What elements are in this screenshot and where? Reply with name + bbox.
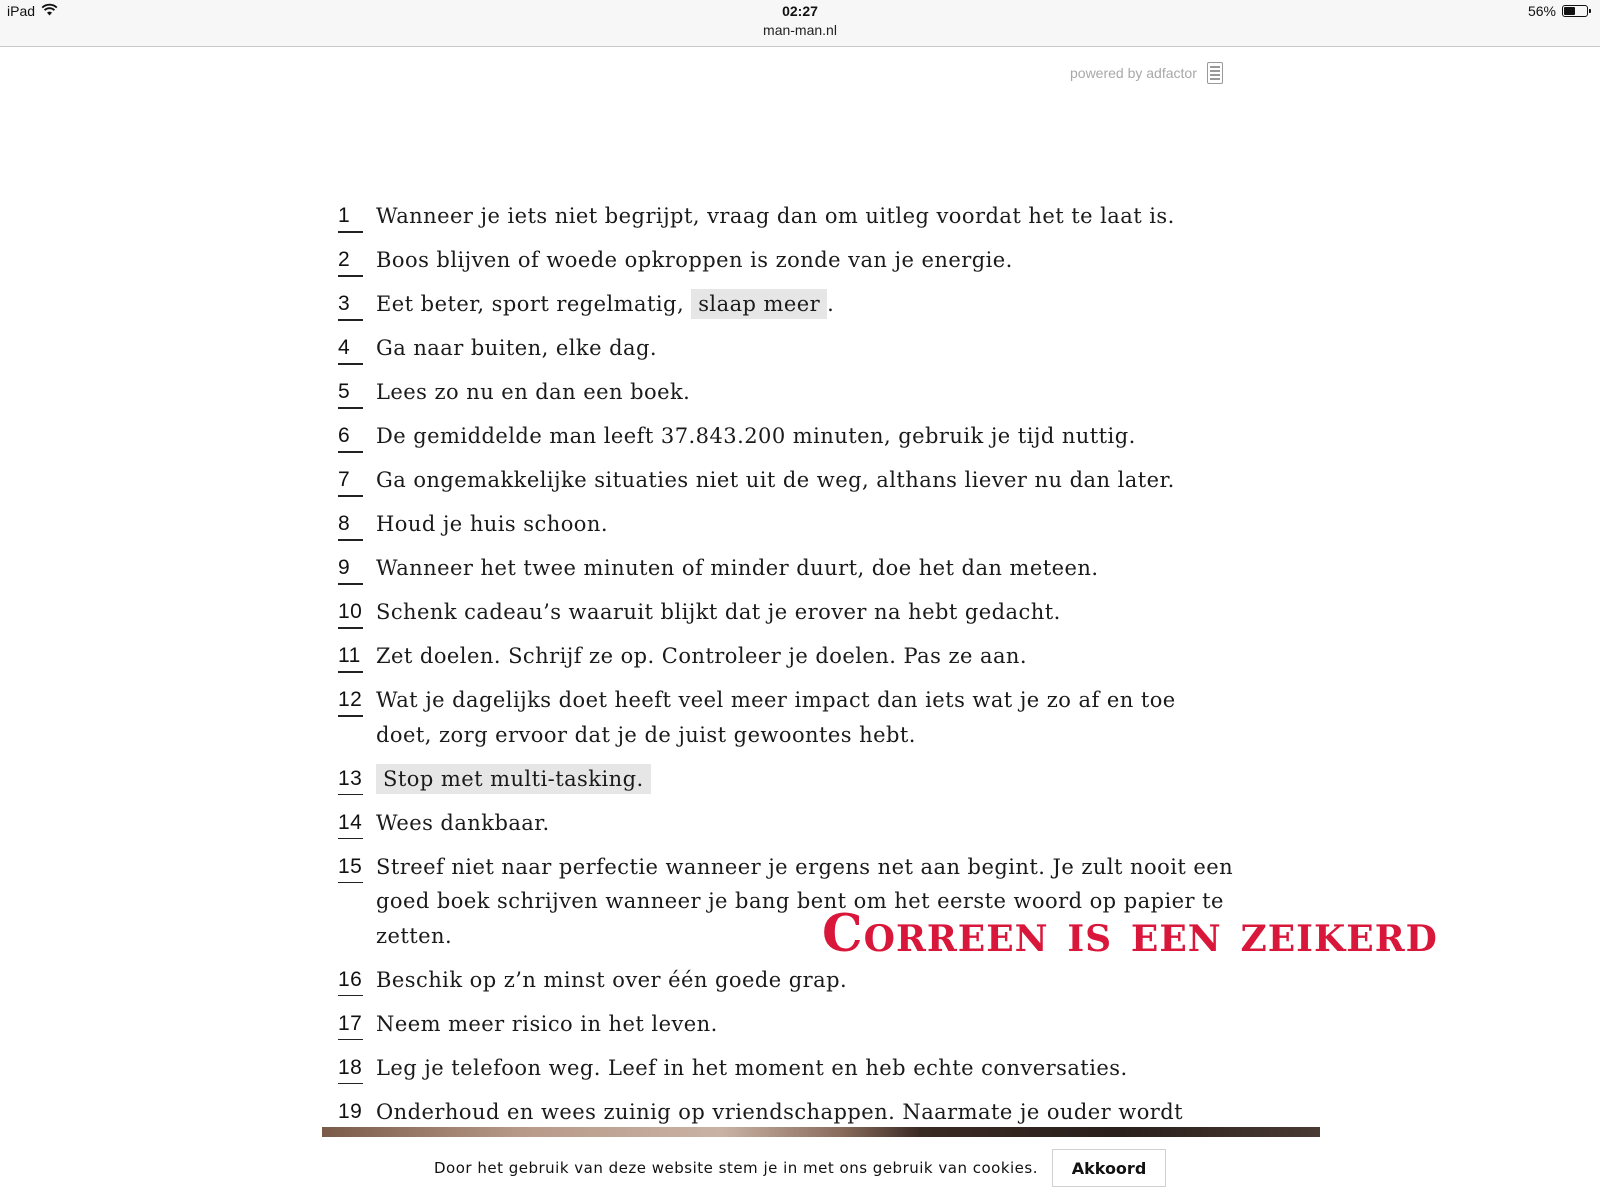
- document-icon[interactable]: [1207, 62, 1223, 84]
- address-url[interactable]: man-man.nl: [763, 22, 837, 38]
- list-item: [338, 243, 1238, 278]
- highlighted-text[interactable]: slaap meer: [691, 289, 827, 319]
- list-item: [338, 963, 1238, 998]
- item-number: 17: [338, 1007, 363, 1042]
- list-item: [338, 419, 1238, 454]
- item-number: 15: [338, 850, 363, 885]
- accept-cookies-button[interactable]: Akkoord: [1052, 1149, 1166, 1187]
- item-text: De gemiddelde man leeft 37.843.200 minuten, gebruik je tijd nuttig.: [376, 424, 1136, 448]
- ad-attribution[interactable]: [1070, 62, 1223, 84]
- item-number: 4: [338, 331, 363, 366]
- item-text: Wees dankbaar.: [376, 810, 550, 835]
- list-item: [338, 683, 1238, 752]
- status-bar: [0, 0, 1600, 47]
- item-text: Schenk cadeau’s waaruit blijkt dat je erover na hebt gedacht.: [376, 600, 1061, 624]
- item-text: Wanneer het twee minuten of minder duurt, doe het dan meteen.: [376, 556, 1099, 580]
- item-text: Zet doelen. Schrijf ze op. Controleer je doelen. Pas ze aan.: [376, 644, 1028, 668]
- battery-percent: 56%: [1527, 3, 1556, 19]
- device-label: iPad: [7, 3, 36, 19]
- item-number: 11: [338, 639, 363, 674]
- battery-icon: [1562, 5, 1588, 17]
- list-item: [338, 551, 1238, 586]
- status-right: [1528, 3, 1588, 19]
- list-item: [338, 806, 1238, 841]
- list-item: [338, 595, 1238, 630]
- item-text: Ga ongemakkelijke situaties niet uit de weg, althans liever nu dan later.: [376, 468, 1175, 492]
- highlighted-text[interactable]: Stop met multi-tasking.: [376, 764, 651, 794]
- list-item: [338, 1051, 1238, 1086]
- item-text: Beschik op z’n minst over één goede grap.: [376, 967, 848, 992]
- item-text: Boos blijven of woede opkroppen is zonde van je energie.: [376, 248, 1013, 272]
- powered-by-text: powered by adfactor: [1070, 65, 1197, 81]
- item-text: [376, 287, 1238, 322]
- item-number: 19: [338, 1095, 363, 1130]
- status-time: 02:27: [782, 3, 818, 19]
- item-number: 5: [338, 375, 363, 410]
- item-text: Streef niet naar perfectie wanneer je ergens net aan begint. Je zult nooit een goed boek schrijven wanneer je bang bent om het eerste woord op papier te zetten.: [376, 854, 1234, 948]
- item-text: [376, 762, 1238, 797]
- list-item: [338, 199, 1238, 234]
- item-text-post: .: [827, 292, 835, 316]
- list-item: [338, 1007, 1238, 1042]
- item-number: 8: [338, 507, 363, 542]
- item-text: Lees zo nu en dan een boek.: [376, 380, 691, 404]
- list-item: [338, 375, 1238, 410]
- item-number: 13: [338, 762, 363, 797]
- tips-list: [338, 199, 1238, 1173]
- list-item: [338, 331, 1238, 366]
- list-item: [338, 507, 1238, 542]
- item-number: 9: [338, 551, 363, 586]
- item-text: Ga naar buiten, elke dag.: [376, 336, 657, 360]
- item-number: 10: [338, 595, 363, 630]
- item-text: Onderhoud en wees zuinig op vriendschappen. Naarmate je ouder wordt: [376, 1099, 1184, 1124]
- overlay-caption: Correen is een zeikerd: [822, 904, 1438, 964]
- item-number: 7: [338, 463, 363, 498]
- battery-fill: [1564, 7, 1575, 15]
- cookie-bar: [0, 1137, 1600, 1199]
- item-number: 14: [338, 806, 363, 841]
- list-item: [338, 463, 1238, 498]
- item-text: Wanneer je iets niet begrijpt, vraag dan om uitleg voordat het te laat is.: [376, 204, 1175, 228]
- list-item: [338, 762, 1238, 797]
- list-item: [338, 639, 1238, 674]
- item-text-pre: Eet beter, sport regelmatig,: [376, 292, 692, 316]
- item-number: 3: [338, 287, 363, 322]
- item-number: 6: [338, 419, 363, 454]
- item-number: 16: [338, 963, 363, 998]
- item-number: 12: [338, 683, 363, 718]
- list-item: [338, 287, 1238, 322]
- cookie-text: Door het gebruik van deze website stem je in met ons gebruik van cookies.: [434, 1159, 1038, 1177]
- item-text: Houd je huis schoon.: [376, 512, 608, 536]
- item-text: Neem meer risico in het leven.: [376, 1011, 718, 1036]
- item-number: 18: [338, 1051, 363, 1086]
- item-text: Wat je dagelijks doet heeft veel meer impact dan iets wat je zo af en toe doet, zorg ervoor dat je de juist gewoontes hebt.: [376, 688, 1176, 747]
- item-number: 1: [338, 199, 363, 234]
- item-number: 2: [338, 243, 363, 278]
- item-text: Leg je telefoon weg. Leef in het moment en heb echte conversaties.: [376, 1055, 1128, 1080]
